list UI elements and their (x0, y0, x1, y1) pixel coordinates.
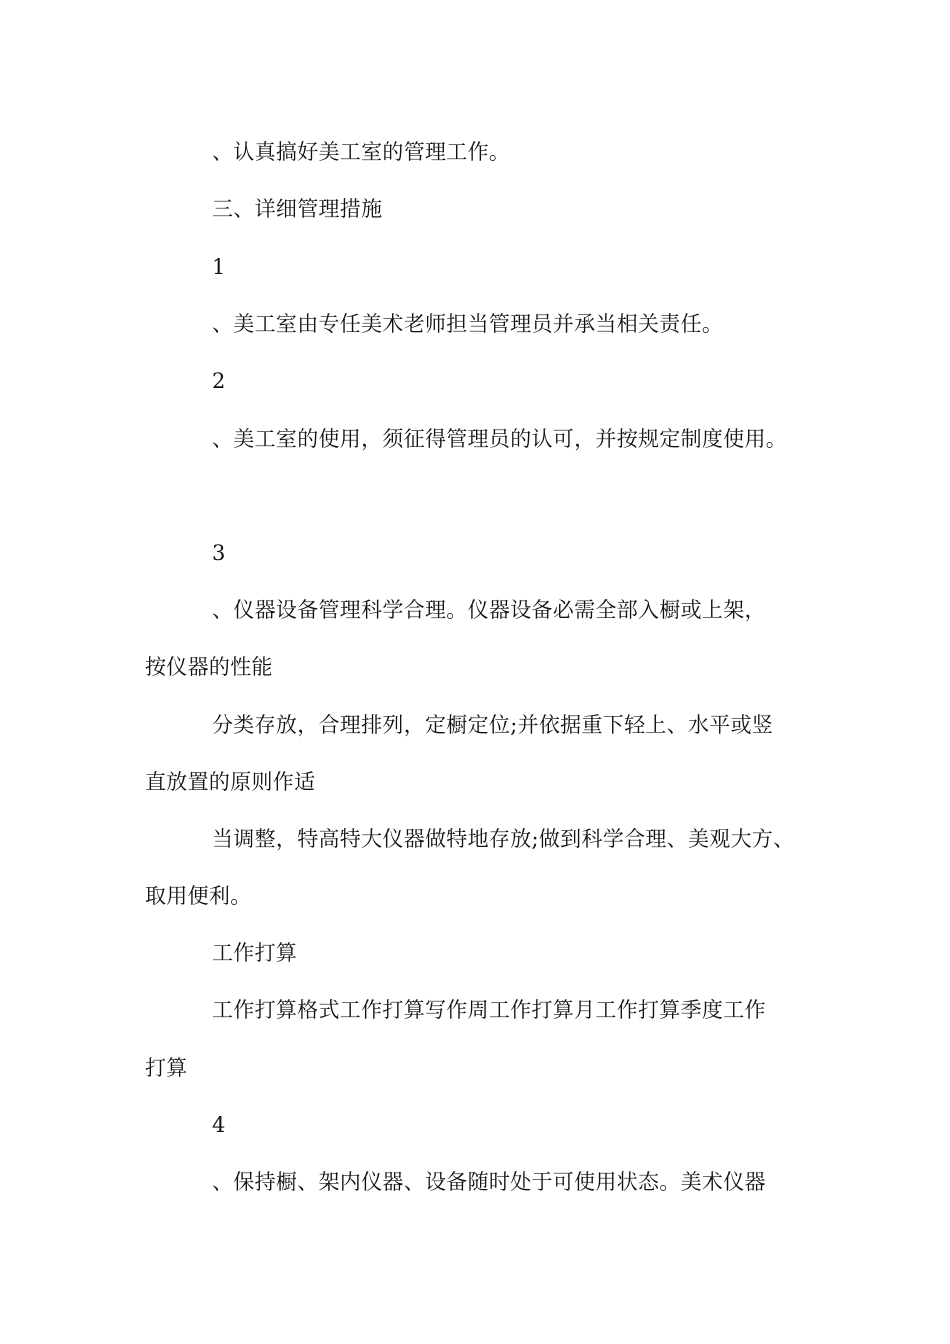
paragraph-line: 、仪器设备管理科学合理。仪器设备必需全部入橱或上架， (212, 598, 766, 622)
paragraph-line: 当调整，特高特大仪器做特地存放;做到科学合理、美观大方、 (212, 827, 795, 851)
paragraph-line: 分类存放，合理排列，定橱定位;并依据重下轻上、水平或竖 (212, 713, 774, 737)
section-heading: 三、详细管理措施 (212, 197, 383, 221)
paragraph-line: 工作打算 (212, 941, 298, 965)
paragraph-line: 按仪器的性能 (145, 655, 273, 679)
paragraph-line: 、美工室的使用，须征得管理员的认可，并按规定制度使用。 (212, 427, 788, 451)
paragraph-line: 取用便利。 (145, 884, 252, 908)
item-number: 2 (212, 369, 226, 393)
paragraph-line: 、保持橱、架内仪器、设备随时处于可使用状态。美术仪器 (212, 1170, 766, 1194)
paragraph-line: 工作打算格式工作打算写作周工作打算月工作打算季度工作 (212, 998, 766, 1022)
paragraph-line: 、美工室由专任美术老师担当管理员并承当相关责任。 (212, 312, 724, 336)
paragraph-line: 、认真搞好美工室的管理工作。 (212, 140, 511, 164)
item-number: 4 (212, 1113, 226, 1137)
paragraph-line: 直放置的原则作适 (145, 770, 316, 794)
item-number: 1 (212, 255, 226, 279)
paragraph-line: 打算 (145, 1056, 188, 1080)
item-number: 3 (212, 541, 226, 565)
